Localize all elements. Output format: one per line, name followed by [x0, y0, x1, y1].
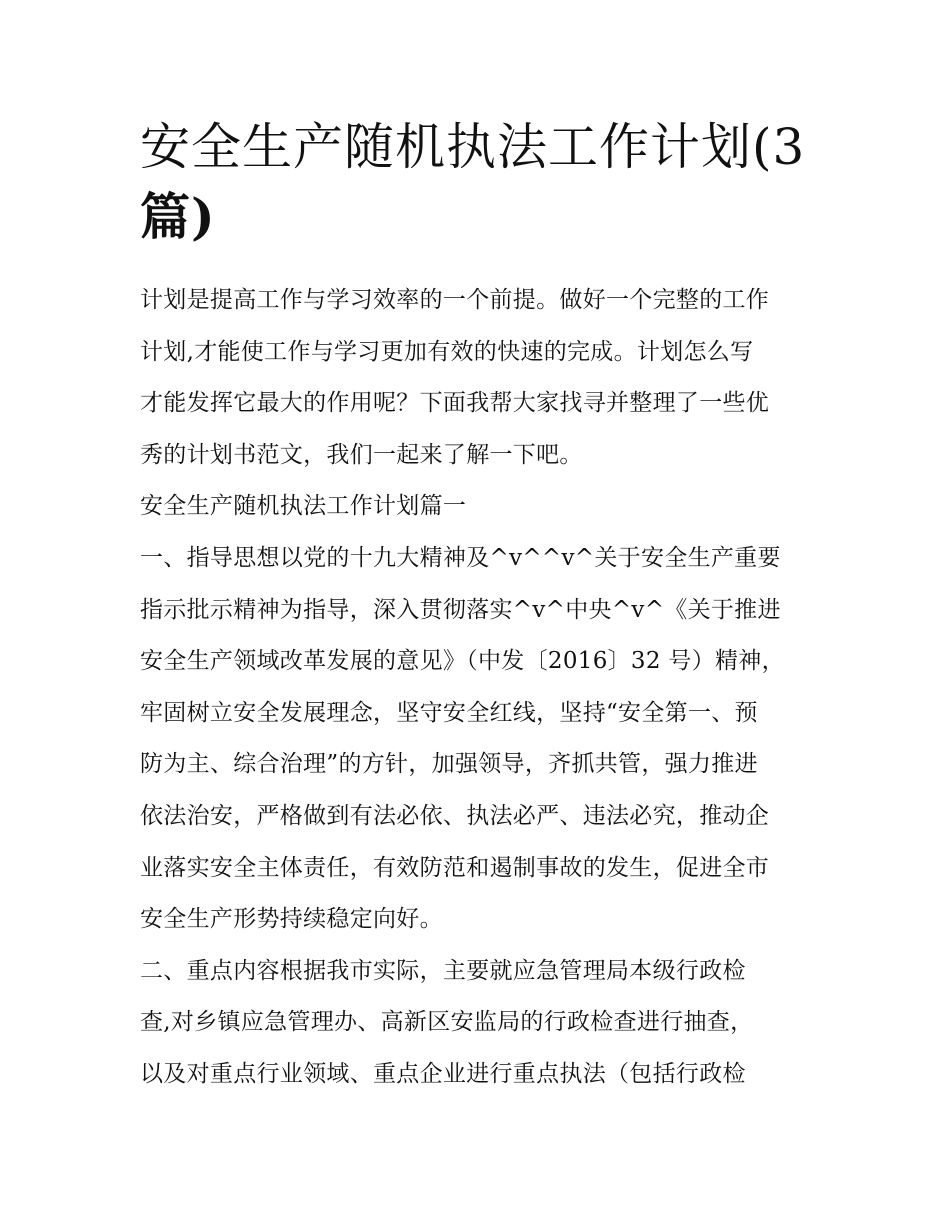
body-line-6: 依法治安，严格做到有法必依、执法必严、违法必究，推动企 — [140, 802, 770, 829]
intro-line-2: 计划,才能使工作与学习更加有效的快速的完成。计划怎么写 — [140, 338, 754, 365]
body-line-10: 查,对乡镇应急管理办、高新区安监局的行政检查进行抽查， — [140, 1009, 754, 1036]
body-line-4: 牢固树立安全发展理念，坚守安全红线，坚持“安全第一、预 — [140, 699, 758, 726]
intro-line-1: 计划是提高工作与学习效率的一个前提。做好一个完整的工作 — [140, 287, 770, 313]
body-line-8: 安全生产形势持续稳定向好。 — [140, 906, 443, 933]
section-heading: 安全生产随机执法工作计划篇一 — [140, 493, 467, 520]
body-line-9: 二、重点内容根据我市实际，主要就应急管理局本级行政检 — [140, 957, 746, 984]
intro-line-4: 秀的计划书范文，我们一起来了解一下吧。 — [140, 441, 583, 468]
body-line-1: 一、指导思想以党的十九大精神及^v^^v^关于安全生产重要 — [140, 544, 781, 571]
title-line-2: 篇) — [140, 187, 216, 246]
body-line-11: 以及对重点行业领域、重点企业进行重点执法（包括行政检 — [140, 1060, 746, 1087]
body-line-3: 安全生产领域改革发展的意见》（中发〔2016〕32 号）精神， — [140, 648, 785, 675]
document-title — [140, 112, 820, 252]
document-body — [140, 275, 812, 1101]
intro-line-3: 才能发挥它最大的作用呢？下面我帮大家找寻并整理了一些优 — [140, 390, 770, 417]
body-line-2: 指示批示精神为指导，深入贯彻落实^v^中央^v^《关于推进 — [140, 596, 781, 623]
body-line-5: 防为主、综合治理”的方针，加强领导，齐抓共管，强力推进 — [140, 751, 758, 778]
body-line-7: 业落实安全主体责任，有效防范和遏制事故的发生，促进全市 — [140, 854, 770, 881]
title-line-1: 安全生产随机执法工作计划(3 — [140, 118, 806, 176]
